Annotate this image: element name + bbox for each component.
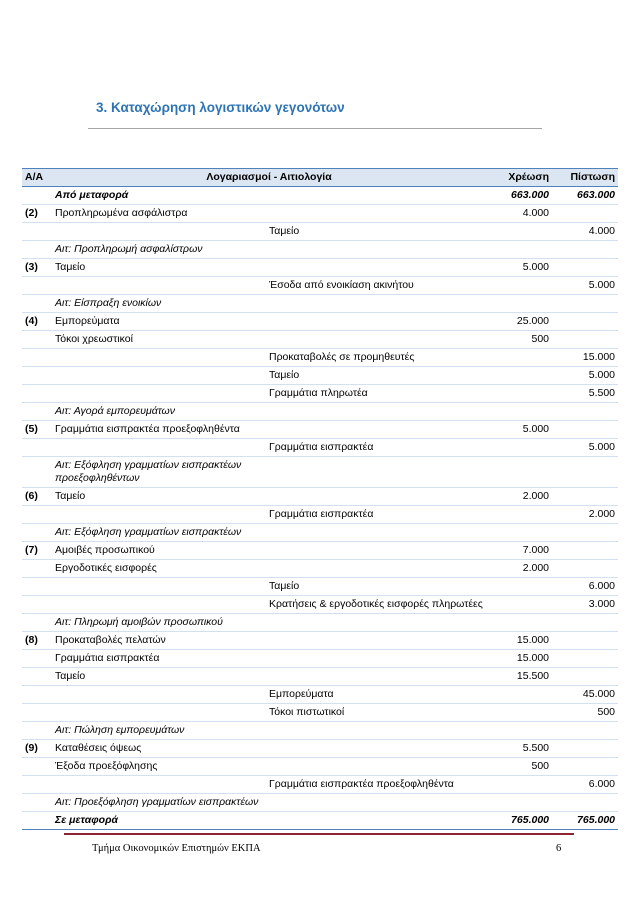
- debit-amount: 663.000: [486, 187, 552, 205]
- table-row: [22, 650, 618, 668]
- debit-amount: [486, 403, 552, 421]
- debit-account: [52, 277, 266, 295]
- title-divider: [88, 128, 542, 129]
- debit-account: [52, 704, 266, 722]
- row-number: (6): [22, 488, 52, 506]
- credit-amount: [552, 457, 618, 488]
- debit-account: Γραμμάτια εισπρακτέα προεξοφληθέντα: [52, 421, 266, 439]
- debit-account: [52, 385, 266, 403]
- table-row: [22, 385, 618, 403]
- table-row: [22, 614, 618, 632]
- table-row: [22, 740, 618, 758]
- credit-account: Ταμείο: [266, 367, 486, 385]
- debit-amount: [486, 241, 552, 259]
- page-number: 6: [556, 843, 562, 854]
- debit-account: [52, 686, 266, 704]
- header-description: Λογαριασμοί - Αιτιολογία: [52, 169, 486, 187]
- table-header-row: [22, 169, 618, 187]
- table-row: [22, 776, 618, 794]
- credit-amount: [552, 205, 618, 223]
- credit-amount: [552, 614, 618, 632]
- debit-account: Αιτ: Προεξόφληση γραμματίων εισπρακτέων: [52, 794, 266, 812]
- credit-account: [266, 632, 486, 650]
- credit-account: [266, 614, 486, 632]
- debit-amount: [486, 686, 552, 704]
- credit-amount: 765.000: [552, 812, 618, 830]
- header-debit: Χρέωση: [486, 169, 552, 187]
- row-number: [22, 614, 52, 632]
- credit-account: Ταμείο: [266, 578, 486, 596]
- journal-table: [22, 168, 618, 830]
- credit-amount: 5.000: [552, 439, 618, 457]
- table-row: [22, 704, 618, 722]
- debit-amount: [486, 524, 552, 542]
- credit-amount: [552, 542, 618, 560]
- row-number: (4): [22, 313, 52, 331]
- debit-amount: [486, 776, 552, 794]
- table-row: [22, 812, 618, 830]
- credit-account: [266, 187, 486, 205]
- table-row: [22, 367, 618, 385]
- credit-amount: [552, 488, 618, 506]
- debit-amount: [486, 578, 552, 596]
- table-row: [22, 596, 618, 614]
- row-number: [22, 241, 52, 259]
- debit-account: [52, 223, 266, 241]
- row-number: [22, 704, 52, 722]
- row-number: [22, 385, 52, 403]
- row-number: [22, 758, 52, 776]
- debit-account: [52, 349, 266, 367]
- table-row: [22, 223, 618, 241]
- credit-account: [266, 403, 486, 421]
- debit-account: Έξοδα προεξόφλησης: [52, 758, 266, 776]
- debit-amount: [486, 439, 552, 457]
- credit-amount: [552, 560, 618, 578]
- credit-account: Γραμμάτια εισπρακτέα: [266, 506, 486, 524]
- debit-amount: [486, 722, 552, 740]
- table-row: [22, 349, 618, 367]
- debit-amount: 2.000: [486, 560, 552, 578]
- table-row: [22, 457, 618, 488]
- debit-amount: [486, 457, 552, 488]
- debit-amount: 4.000: [486, 205, 552, 223]
- credit-account: [266, 205, 486, 223]
- table-row: [22, 187, 618, 205]
- debit-amount: [486, 794, 552, 812]
- table-row: [22, 331, 618, 349]
- debit-amount: 15.500: [486, 668, 552, 686]
- credit-account: [266, 524, 486, 542]
- credit-account: [266, 794, 486, 812]
- credit-account: Τόκοι πιστωτικοί: [266, 704, 486, 722]
- debit-account: Γραμμάτια εισπρακτέα: [52, 650, 266, 668]
- row-number: [22, 403, 52, 421]
- credit-amount: 5.000: [552, 277, 618, 295]
- debit-amount: [486, 223, 552, 241]
- table-row: [22, 758, 618, 776]
- row-number: [22, 596, 52, 614]
- row-number: [22, 812, 52, 830]
- debit-account: Ταμείο: [52, 259, 266, 277]
- row-number: [22, 722, 52, 740]
- credit-amount: 5.000: [552, 367, 618, 385]
- debit-account: [52, 506, 266, 524]
- debit-amount: 25.000: [486, 313, 552, 331]
- debit-amount: [486, 349, 552, 367]
- credit-amount: [552, 722, 618, 740]
- debit-account: [52, 367, 266, 385]
- credit-amount: [552, 241, 618, 259]
- debit-amount: 765.000: [486, 812, 552, 830]
- debit-account: Εμπορεύματα: [52, 313, 266, 331]
- credit-account: [266, 331, 486, 349]
- debit-account: Σε μεταφορά: [52, 812, 266, 830]
- debit-account: Αιτ: Αγορά εμπορευμάτων: [52, 403, 266, 421]
- debit-account: Τόκοι χρεωστικοί: [52, 331, 266, 349]
- row-number: [22, 560, 52, 578]
- row-number: (3): [22, 259, 52, 277]
- debit-account: [52, 578, 266, 596]
- debit-amount: [486, 596, 552, 614]
- debit-amount: 7.000: [486, 542, 552, 560]
- table-row: [22, 241, 618, 259]
- credit-amount: [552, 650, 618, 668]
- table-row: [22, 632, 618, 650]
- credit-amount: [552, 259, 618, 277]
- credit-amount: [552, 758, 618, 776]
- debit-amount: [486, 367, 552, 385]
- table-row: [22, 560, 618, 578]
- credit-amount: [552, 740, 618, 758]
- credit-account: [266, 295, 486, 313]
- credit-amount: 2.000: [552, 506, 618, 524]
- row-number: [22, 794, 52, 812]
- credit-account: Προκαταβολές σε προμηθευτές: [266, 349, 486, 367]
- row-number: (5): [22, 421, 52, 439]
- debit-account: Ταμείο: [52, 668, 266, 686]
- credit-account: [266, 650, 486, 668]
- row-number: [22, 223, 52, 241]
- credit-amount: [552, 794, 618, 812]
- credit-account: [266, 758, 486, 776]
- debit-amount: [486, 385, 552, 403]
- credit-account: [266, 421, 486, 439]
- credit-account: Εμπορεύματα: [266, 686, 486, 704]
- debit-account: Καταθέσεις όψεως: [52, 740, 266, 758]
- debit-amount: [486, 614, 552, 632]
- table-row: [22, 524, 618, 542]
- credit-amount: 4.000: [552, 223, 618, 241]
- credit-amount: [552, 524, 618, 542]
- credit-account: [266, 542, 486, 560]
- table-row: [22, 686, 618, 704]
- credit-account: Έσοδα από ενοικίαση ακινήτου: [266, 277, 486, 295]
- debit-account: [52, 776, 266, 794]
- debit-account: [52, 596, 266, 614]
- debit-account: Αιτ: Εξόφληση γραμματίων εισπρακτέων προεξοφληθέντων: [52, 457, 266, 488]
- debit-amount: [486, 704, 552, 722]
- row-number: (8): [22, 632, 52, 650]
- debit-amount: [486, 506, 552, 524]
- debit-amount: 5.000: [486, 259, 552, 277]
- credit-account: [266, 488, 486, 506]
- credit-account: [266, 668, 486, 686]
- table-row: [22, 421, 618, 439]
- table-row: [22, 277, 618, 295]
- debit-account: Αιτ: Είσπραξη ενοικίων: [52, 295, 266, 313]
- row-number: [22, 650, 52, 668]
- debit-account: Αιτ: Προπληρωμή ασφαλίστρων: [52, 241, 266, 259]
- table-row: [22, 722, 618, 740]
- row-number: [22, 187, 52, 205]
- credit-amount: [552, 632, 618, 650]
- header-aa: Α/Α: [22, 169, 52, 187]
- credit-amount: [552, 331, 618, 349]
- section-title: 3. Καταχώρηση λογιστικών γεγονότων: [96, 100, 345, 115]
- debit-amount: 5.500: [486, 740, 552, 758]
- table-row: [22, 439, 618, 457]
- credit-account: [266, 740, 486, 758]
- credit-amount: 500: [552, 704, 618, 722]
- debit-amount: 2.000: [486, 488, 552, 506]
- credit-amount: [552, 668, 618, 686]
- row-number: (9): [22, 740, 52, 758]
- row-number: (2): [22, 205, 52, 223]
- debit-amount: [486, 295, 552, 313]
- credit-account: Κρατήσεις & εργοδοτικές εισφορές πληρωτέες: [266, 596, 486, 614]
- debit-account: Από μεταφορά: [52, 187, 266, 205]
- row-number: [22, 524, 52, 542]
- table-row: [22, 668, 618, 686]
- credit-amount: [552, 295, 618, 313]
- row-number: [22, 686, 52, 704]
- credit-amount: 3.000: [552, 596, 618, 614]
- table-row: [22, 506, 618, 524]
- footer-divider: [64, 833, 574, 835]
- credit-account: [266, 313, 486, 331]
- debit-account: Προπληρωμένα ασφάλιστρα: [52, 205, 266, 223]
- credit-account: Γραμμάτια πληρωτέα: [266, 385, 486, 403]
- table-row: [22, 259, 618, 277]
- debit-account: Αιτ: Εξόφληση γραμματίων εισπρακτέων: [52, 524, 266, 542]
- table-row: [22, 313, 618, 331]
- credit-amount: [552, 313, 618, 331]
- credit-account: [266, 560, 486, 578]
- table-row: [22, 403, 618, 421]
- debit-amount: 15.000: [486, 650, 552, 668]
- row-number: [22, 295, 52, 313]
- debit-account: Αιτ: Πώληση εμπορευμάτων: [52, 722, 266, 740]
- row-number: [22, 457, 52, 488]
- credit-account: [266, 812, 486, 830]
- table-row: [22, 794, 618, 812]
- debit-amount: 500: [486, 758, 552, 776]
- row-number: [22, 578, 52, 596]
- credit-account: [266, 722, 486, 740]
- credit-account: Ταμείο: [266, 223, 486, 241]
- debit-amount: 500: [486, 331, 552, 349]
- row-number: [22, 367, 52, 385]
- row-number: [22, 331, 52, 349]
- debit-account: Αμοιβές προσωπικού: [52, 542, 266, 560]
- table-row: [22, 542, 618, 560]
- header-credit: Πίστωση: [552, 169, 618, 187]
- debit-account: Εργοδοτικές εισφορές: [52, 560, 266, 578]
- row-number: (7): [22, 542, 52, 560]
- credit-amount: 45.000: [552, 686, 618, 704]
- row-number: [22, 349, 52, 367]
- table-row: [22, 205, 618, 223]
- credit-account: Γραμμάτια εισπρακτέα προεξοφληθέντα: [266, 776, 486, 794]
- credit-amount: [552, 403, 618, 421]
- row-number: [22, 776, 52, 794]
- credit-account: Γραμμάτια εισπρακτέα: [266, 439, 486, 457]
- debit-amount: [486, 277, 552, 295]
- table-row: [22, 488, 618, 506]
- row-number: [22, 506, 52, 524]
- footer-department: Τμήμα Οικονομικών Επιστημών ΕΚΠΑ: [92, 843, 261, 854]
- row-number: [22, 439, 52, 457]
- credit-amount: [552, 421, 618, 439]
- row-number: [22, 668, 52, 686]
- credit-account: [266, 241, 486, 259]
- debit-amount: 15.000: [486, 632, 552, 650]
- debit-account: Ταμείο: [52, 488, 266, 506]
- table-row: [22, 578, 618, 596]
- credit-amount: 6.000: [552, 578, 618, 596]
- debit-amount: 5.000: [486, 421, 552, 439]
- credit-amount: 5.500: [552, 385, 618, 403]
- debit-account: Αιτ: Πληρωμή αμοιβών προσωπικού: [52, 614, 266, 632]
- credit-amount: 15.000: [552, 349, 618, 367]
- debit-account: Προκαταβολές πελατών: [52, 632, 266, 650]
- credit-account: [266, 457, 486, 488]
- debit-account: [52, 439, 266, 457]
- table-row: [22, 295, 618, 313]
- credit-amount: 663.000: [552, 187, 618, 205]
- credit-amount: 6.000: [552, 776, 618, 794]
- row-number: [22, 277, 52, 295]
- credit-account: [266, 259, 486, 277]
